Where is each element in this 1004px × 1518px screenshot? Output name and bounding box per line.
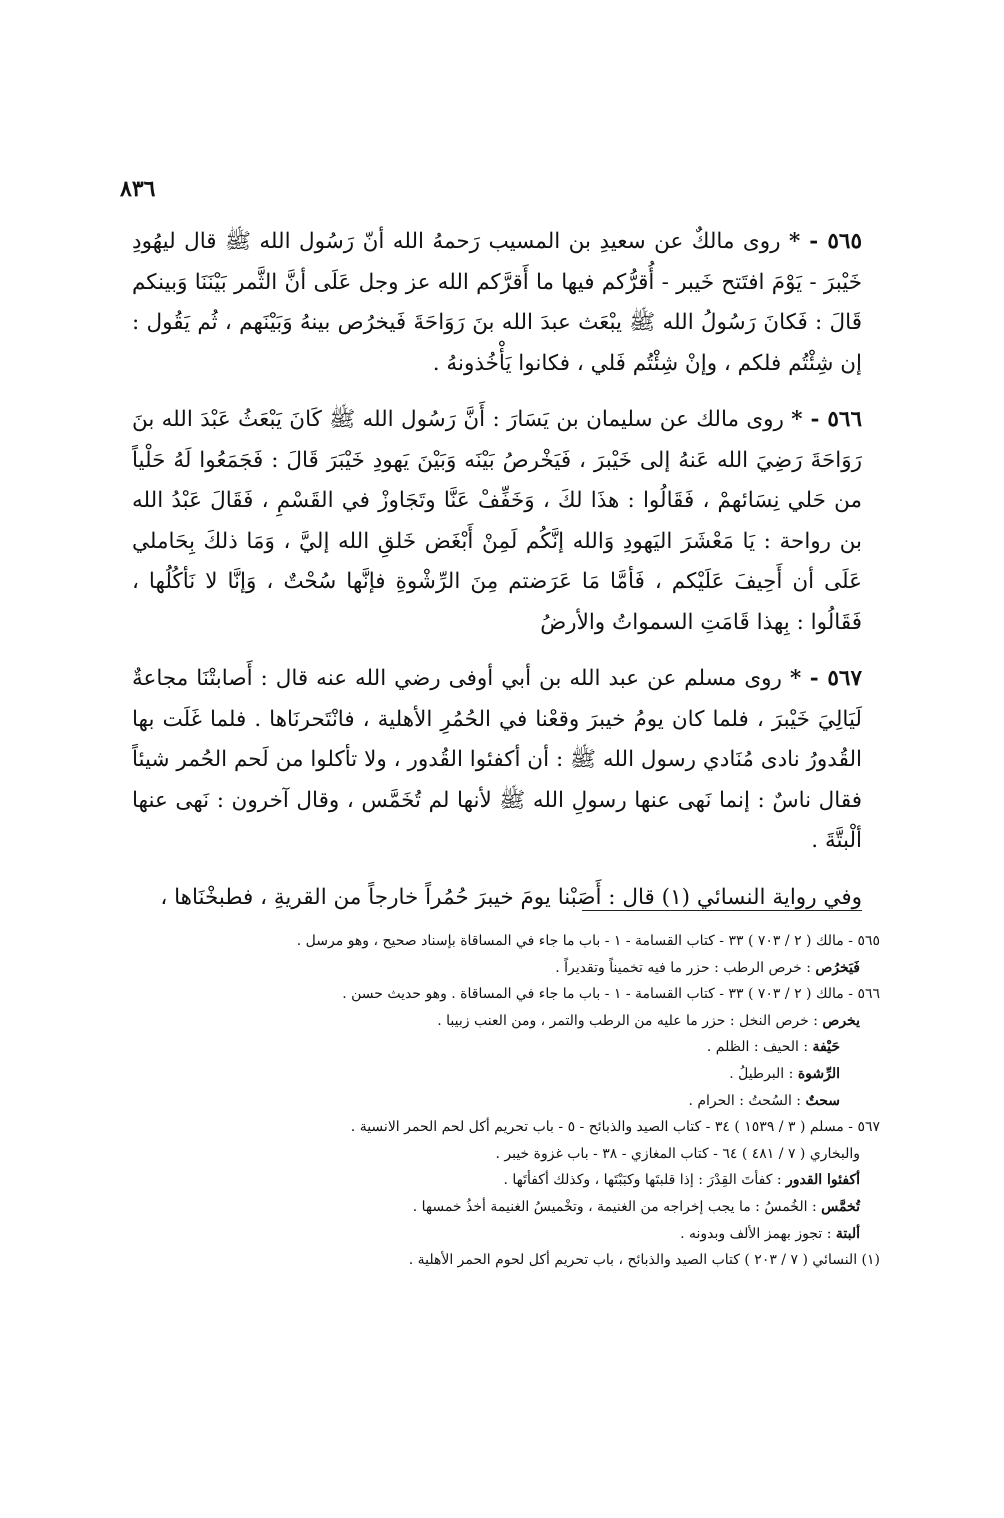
hadith-text: روى مالكٌ عن سعيدِ بن المسيب رَحمهُ الله أنّ رَسُول الله ﷺ قال ليهُودِ خَيْبرَ - يَوْمَ افتَتح خَيبر - أُقرُّكم فيها ما أَقرَّكم الله عز وجل عَلَى أنَّ الثَّمر بَيْنَنَا وَبينكم قَالَ : فَكانَ رَسُولُ الله ﷺ يبْعَث عبدَ الله بنَ رَوَاحَةَ فَيخرُص بينهُ وَبَيْنَهم ، ثُم يَقُول : إن شِئْتُم فلكم ، وإنْ شِئْتُم فَلي ، فكانوا يَأْخُذونهُ . <box>132 229 862 376</box>
footnote-text: : خرص النخل : حزر ما عليه من الرطب والتمر ، ومن العنب زبيبا . <box>437 1012 818 1029</box>
page-number: ٨٣٦ <box>120 176 156 202</box>
footnote-term: ألبتة <box>835 1225 860 1242</box>
footnote <box>180 1247 880 1274</box>
footnote-text: : خرص الرطب : حزر ما فيه تخميناً وتقديراً . <box>555 959 811 976</box>
footnote <box>180 1167 880 1194</box>
footnote-text: : السُحتُ : الحرام . <box>688 1092 802 1109</box>
hadith-text: روى مالك عن سليمان بن يَسَارَ : أَنَّ رَسُول الله ﷺ كَانَ يَبْعَثُ عَبْدَ الله بنَ رَوَاحَةَ رَضِيَ الله عَنهُ إلى خَيْبرَ ، فَيَخْرصُ بَيْنَه وَبَيْنَ يَهودِ خَيْبَرَ قَالَ : فَجَمَعُوا لَهُ حَلْياً من حَلي نِسَائهمْ ، فَقَالُوا : هذَا لكَ ، وَخَفِّفْ عَنَّا وتَجَاوزْ في القَسْمِ ، فَقَالَ عَبْدُ الله بن رواحة : يَا مَعْشَرَ اليَهودِ وَالله إنَّكُم لَمِنْ أَبْغَض خَلقِ الله إليَّ ، وَمَا ذلكَ بِحَاملي عَلَى أن أَحِيفَ عَلَيْكم ، فَأمَّا مَا عَرَضتم مِنَ الرِّشْوةِ فإنَّها سُحْتٌ ، وَإنَّا لا نَأكُلُها ، فَقَالُوا : بِهذا قَامَتِ السمواتُ والأرضُ <box>132 407 862 635</box>
footnote <box>180 1141 880 1168</box>
hadith-paragraph <box>132 659 862 862</box>
footnote-text: (١) النسائي ( ٧ / ٢٠٣ ) كتاب الصيد والذبائح ، باب تحريم أكل لحوم الحمر الأهلية . <box>408 1252 880 1269</box>
footnote-text: : تجوز بهمز الألف وبدونه . <box>680 1225 832 1242</box>
footnote-term: فَيَخرُص <box>815 959 860 976</box>
footnote-text: ٥٦٧ - مسلم ( ٣ / ١٥٣٩ ) ٣٤ - كتاب الصيد والذبائح - ٥ - باب تحريم أكل لحم الحمر الانسية . <box>350 1119 880 1136</box>
main-text <box>132 222 862 918</box>
footnote-text: ٥٦٥ - مالك ( ٢ / ٧٠٣ ) ٣٣ - كتاب القسامة - ١ - باب ما جاء في المساقاة بإسناد صحيح ، وهو مرسل . <box>296 933 880 949</box>
hadith-number: ٥٦٥ - * <box>788 229 862 254</box>
footnote-term: الرِّشوة <box>797 1065 840 1082</box>
footnote-text: : الحيف : الظلم . <box>706 1039 809 1056</box>
footnote <box>180 1221 880 1248</box>
footnote-term: تُخمَّس <box>821 1198 860 1215</box>
footnote <box>180 1114 880 1141</box>
hadith-number: ٥٦٧ - * <box>789 666 863 691</box>
hadith-paragraph <box>132 400 862 643</box>
footnote-text: : كفأتَ القِدْرَ : إذا قلبتَها وكبَبْتَها ، وكذلك أكفأتَها . <box>503 1172 782 1189</box>
footnote-term: أكفئوا القدور <box>786 1172 860 1189</box>
hadith-paragraph <box>132 878 862 919</box>
footnote-text: : الخُمسُ : ما يجب إخراجه من الغنيمة ، وتخْميسُ الغنيمة أخذُ خمسها . <box>412 1198 817 1215</box>
footnote <box>180 1008 880 1035</box>
footnotes <box>180 928 880 1274</box>
footnote <box>180 928 880 955</box>
footnote-separator <box>582 910 862 911</box>
hadith-text: وفي رواية النسائي (١) قال : أَصَبْنا يومَ خيبرَ حُمُراً خارجاً من القريةِ ، فطبخْنَاها ، <box>160 884 862 910</box>
footnote <box>180 1061 880 1088</box>
hadith-text: روى مسلم عن عبد الله بن أبي أوفى رضي الله عنه قال : أَصابتْنَا مجاعةٌ لَيَالِيَ خَيْبرَ ، فلما كان يومُ خيبرَ وقعْنا في الحُمُرِ الأهلية ، فانْتَحرنَاها . فلما غَلَت بها القُدورُ نادى مُنَادي رسول الله ﷺ : أن أكفئوا القُدور ، ولا تأكلوا من لَحم الحُمر شيئاً فقال ناسٌ : إنما نَهى عنها رسولِ الله ﷺ لأنها لم تُخَمَّس ، وقال آخرون : نَهى عنها ألْبتَّةَ . <box>132 666 862 853</box>
footnote-term: سحتٌ <box>805 1092 840 1109</box>
footnote <box>180 1194 880 1221</box>
footnote-term: حَيْفة <box>812 1039 840 1056</box>
hadith-number: ٥٦٦ - * <box>791 407 862 432</box>
footnote <box>180 1034 880 1061</box>
footnote <box>180 1088 880 1115</box>
hadith-paragraph <box>132 222 862 384</box>
footnote-text: والبخاري ( ٧ / ٤٨١ ) ٦٤ - كتاب المغازي - ٣٨ - باب غزوة خيبر . <box>495 1145 860 1162</box>
footnote-text: ٥٦٦ - مالك ( ٢ / ٧٠٣ ) ٣٣ - كتاب القسامة - ١ - باب ما جاء في المساقاة . وهو حديث حسن . <box>342 986 880 1003</box>
footnote-text: : البرطيلُ . <box>729 1065 794 1082</box>
footnote <box>180 955 880 982</box>
footnote <box>180 981 880 1008</box>
footnote-term: يخرص <box>822 1012 860 1029</box>
